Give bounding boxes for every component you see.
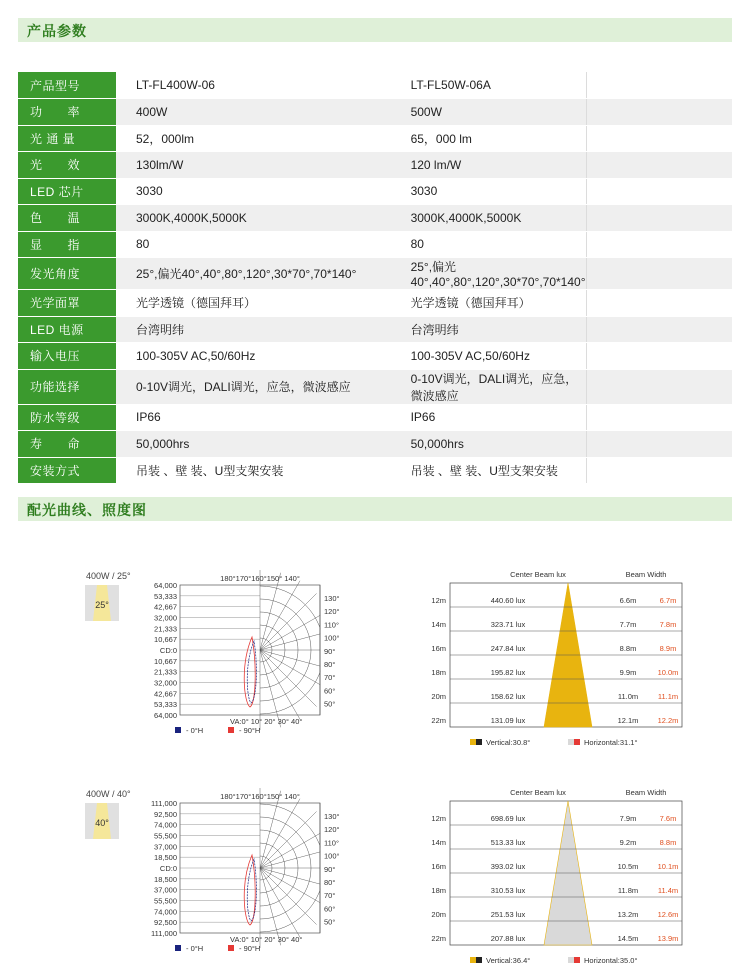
spec-row: [18, 404, 732, 431]
spec-value-model1: 400W: [116, 99, 401, 126]
legend-label-90h: - 90°H: [239, 944, 261, 953]
beam-width-horizontal: 12.2m: [657, 716, 679, 725]
legend-swatch-horizontal: [568, 739, 574, 745]
beam-width-horizontal: 8.9m: [659, 644, 677, 653]
spec-table: [18, 72, 732, 484]
legend-swatch-vertical: [470, 739, 476, 745]
spec-empty-cell: [586, 99, 732, 126]
legend-swatch-vertical-dark: [476, 739, 482, 745]
spec-empty-cell: [586, 72, 732, 99]
spec-value-model2: 3030: [401, 178, 586, 205]
beam-lux-value: 158.62 lux: [490, 692, 526, 701]
spec-label: 光 效: [18, 152, 116, 179]
spec-value-model2: 0-10V调光，DALI调光，应急，微波感应: [401, 369, 586, 404]
polar-right-angle-label: 120°: [324, 607, 340, 617]
polar-radial-line: [260, 868, 281, 945]
spec-value-model2: 65，000 lm: [401, 125, 586, 152]
polar-top-angle-labels: 180°170°160°150° 140°: [220, 792, 300, 801]
spec-empty-cell: [586, 125, 732, 152]
polar-y-tick-label: 111,000: [151, 799, 177, 808]
beam-distance-label: 14m: [431, 620, 446, 629]
polar-radial-line: [260, 868, 317, 925]
beam-lux-value: 323.71 lux: [490, 620, 526, 629]
polar-light-distribution-chart: [80, 565, 350, 745]
spec-label: LED 芯片: [18, 178, 116, 205]
spec-empty-cell: [586, 152, 732, 179]
polar-right-angle-label: 80°: [324, 660, 336, 669]
polar-radial-line: [260, 610, 329, 650]
spec-label: 寿 命: [18, 431, 116, 458]
spec-label: 功 率: [18, 99, 116, 126]
beam-width-vertical: 7.7m: [619, 620, 637, 629]
beam-width-vertical: 10.5m: [617, 862, 639, 871]
beam-distance-label: 12m: [431, 814, 446, 823]
spec-row: [18, 343, 732, 370]
polar-top-angle-labels: 180°170°160°150° 140°: [220, 574, 300, 583]
polar-radial-line: [260, 799, 300, 868]
polar-right-angle-label: 90°: [324, 646, 336, 656]
polar-y-tick-label: 42,667: [154, 689, 177, 699]
polar-y-tick-label: 53,333: [154, 591, 177, 601]
beam-width-vertical: 9.2m: [619, 838, 637, 847]
spec-label: 防水等级: [18, 404, 116, 431]
legend-label-vertical: Vertical:30.8°: [486, 738, 531, 745]
spec-value-model1: 吊装 、壁 装、U型支架安装: [116, 457, 401, 484]
beam-illuminance-chart: [420, 783, 690, 963]
section-header-curves: [18, 497, 732, 521]
polar-y-tick-label: CD:0: [159, 864, 177, 873]
spec-value-model1: 3030: [116, 178, 401, 205]
polar-y-tick-label: 74,000: [154, 820, 177, 830]
beam-width-vertical: 6.6m: [619, 596, 637, 605]
beam-width-vertical: 8.8m: [619, 644, 637, 653]
beam-width-horizontal: 13.9m: [657, 934, 679, 943]
polar-y-tick-label: 37,000: [154, 842, 177, 852]
spec-row: [18, 231, 732, 258]
beam-header-width: Beam Width: [625, 788, 667, 797]
polar-y-tick-label: 10,667: [154, 635, 177, 645]
legend-swatch-horizontal-red: [574, 957, 580, 963]
spec-label: 产品型号: [18, 72, 116, 99]
spec-row: [18, 72, 732, 99]
polar-right-angle-label: 60°: [324, 686, 336, 696]
beam-width-horizontal: 7.8m: [659, 620, 677, 629]
legend-swatch-0h: [175, 945, 181, 951]
beam-header-center-lux: Center Beam lux: [510, 570, 566, 579]
beam-width-vertical: 12.1m: [617, 716, 639, 725]
polar-right-angle-label: 100°: [324, 851, 340, 861]
legend-swatch-horizontal-red: [574, 739, 580, 745]
polar-radial-line: [260, 868, 300, 937]
spec-value-model1: IP66: [116, 404, 401, 431]
spec-label: 输入电压: [18, 343, 116, 370]
spec-value-model2: 120 lm/W: [401, 152, 586, 179]
beam-distance-label: 18m: [431, 886, 446, 895]
beam-illuminance-chart: [420, 565, 690, 745]
legend-label-horizontal: Horizontal:35.0°: [584, 956, 638, 963]
polar-caption: 400W / 40°: [86, 789, 131, 799]
beam-header-width: Beam Width: [625, 570, 667, 579]
legend-label-0h: - 0°H: [186, 944, 204, 953]
beam-distance-label: 20m: [431, 692, 446, 701]
polar-y-tick-label: 18,500: [154, 853, 177, 863]
polar-y-tick-label: 37,000: [154, 885, 177, 895]
polar-bottom-angle-labels: VA:0° 10° 20° 30° 40°: [230, 717, 303, 726]
polar-y-tick-label: 21,333: [154, 624, 177, 634]
section-title: 产品参数: [27, 23, 87, 39]
beam-width-horizontal: 10.1m: [657, 862, 679, 871]
beam-distance-label: 20m: [431, 910, 446, 919]
legend-label-90h: - 90°H: [239, 726, 261, 735]
beam-distance-label: 16m: [431, 644, 446, 653]
beam-width-vertical: 7.9m: [619, 814, 637, 823]
polar-right-angle-label: 70°: [324, 891, 336, 901]
legend-swatch-horizontal: [568, 957, 574, 963]
beam-lux-value: 513.33 lux: [490, 838, 526, 847]
polar-right-angle-label: 130°: [324, 594, 340, 603]
polar-curve-90h: [244, 637, 255, 707]
polar-right-angle-label: 60°: [324, 904, 336, 914]
polar-radial-line: [260, 593, 317, 650]
spec-value-model2: 100-305V AC,50/60Hz: [401, 343, 586, 370]
section-title: 配光曲线、照度图: [27, 502, 147, 518]
spec-empty-cell: [586, 457, 732, 484]
beam-width-horizontal: 7.6m: [659, 814, 677, 823]
polar-y-tick-label: 18,500: [154, 874, 177, 884]
polar-right-angle-label: 100°: [324, 633, 340, 643]
spec-value-model2: 80: [401, 231, 586, 258]
spec-value-model2: 50,000hrs: [401, 431, 586, 458]
polar-y-tick-label: 55,500: [154, 896, 177, 906]
spec-value-model1: 50,000hrs: [116, 431, 401, 458]
polar-right-angle-label: 110°: [324, 620, 339, 630]
polar-right-angle-label: 50°: [324, 699, 336, 709]
beam-lux-value: 195.82 lux: [490, 668, 526, 677]
spec-value-model1: 0-10V调光，DALI调光，应急，微波感应: [116, 369, 401, 404]
beam-distance-label: 22m: [431, 716, 446, 725]
polar-right-angle-label: 70°: [324, 673, 336, 683]
polar-radial-line: [260, 868, 329, 908]
spec-label: 安装方式: [18, 457, 116, 484]
legend-swatch-vertical-dark: [476, 957, 482, 963]
spec-row: [18, 258, 732, 290]
polar-y-tick-label: 92,500: [154, 809, 177, 819]
polar-right-angle-label: 90°: [324, 864, 336, 874]
polar-y-tick-label: 32,000: [154, 678, 177, 688]
spec-label: 光学面罩: [18, 290, 116, 317]
beam-distance-label: 12m: [431, 596, 446, 605]
spec-empty-cell: [586, 178, 732, 205]
polar-curve-90h: [244, 855, 255, 925]
spec-label: LED 电源: [18, 316, 116, 343]
spec-value-model2: 3000K,4000K,5000K: [401, 205, 586, 232]
polar-y-tick-label: 10,667: [154, 656, 177, 666]
beam-distance-label: 18m: [431, 668, 446, 677]
spec-value-model1: 台湾明纬: [116, 316, 401, 343]
spec-value-model1: 80: [116, 231, 401, 258]
beam-width-vertical: 11.0m: [617, 692, 639, 701]
polar-right-angle-label: 50°: [324, 917, 336, 927]
beam-width-vertical: 11.8m: [617, 886, 639, 895]
polar-y-tick-label: 21,333: [154, 667, 177, 677]
spec-row: [18, 457, 732, 484]
beam-lux-value: 393.02 lux: [490, 862, 526, 871]
polar-radial-line: [260, 791, 281, 868]
spec-value-model2: 台湾明纬: [401, 316, 586, 343]
legend-swatch-0h: [175, 727, 181, 733]
spec-label: 功能选择: [18, 369, 116, 404]
legend-swatch-90h: [228, 727, 234, 733]
beam-angle-badge-label: 25°: [95, 600, 109, 610]
beam-width-vertical: 13.2m: [617, 910, 639, 919]
beam-lux-value: 131.09 lux: [490, 716, 526, 725]
spec-empty-cell: [586, 290, 732, 317]
spec-value-model2: 光学透镜（德国拜耳）: [401, 290, 586, 317]
spec-row: [18, 316, 732, 343]
polar-radial-line: [260, 650, 281, 727]
beam-lux-value: 207.88 lux: [490, 934, 526, 943]
polar-right-angle-label: 80°: [324, 878, 336, 887]
legend-label-0h: - 0°H: [186, 726, 204, 735]
polar-radial-line: [260, 650, 300, 719]
beam-width-horizontal: 12.6m: [657, 910, 679, 919]
spec-row: [18, 431, 732, 458]
polar-y-tick-label: 55,500: [154, 831, 177, 841]
section-header-params: [18, 18, 732, 42]
spec-row: [18, 99, 732, 126]
beam-lux-value: 440.60 lux: [490, 596, 526, 605]
spec-value-model2: 吊装 、壁 装、U型支架安装: [401, 457, 586, 484]
legend-label-horizontal: Horizontal:31.1°: [584, 738, 638, 745]
spec-empty-cell: [586, 316, 732, 343]
beam-width-horizontal: 8.8m: [659, 838, 677, 847]
beam-lux-value: 251.53 lux: [490, 910, 526, 919]
polar-right-angle-label: 120°: [324, 825, 340, 835]
spec-value-model1: 130lm/W: [116, 152, 401, 179]
spec-value-model1: 52，000lm: [116, 125, 401, 152]
spec-value-model2: LT-FL50W-06A: [401, 72, 586, 99]
beam-width-horizontal: 11.4m: [657, 886, 679, 895]
beam-width-horizontal: 10.0m: [657, 668, 679, 677]
polar-y-tick-label: 42,667: [154, 602, 177, 612]
polar-right-angle-label: 110°: [324, 838, 339, 848]
beam-lux-value: 247.84 lux: [490, 644, 526, 653]
spec-value-model1: 25°,偏光40°,40°,80°,120°,30*70°,70*140°: [116, 258, 401, 290]
spec-empty-cell: [586, 343, 732, 370]
polar-radial-line: [260, 828, 329, 868]
beam-lux-value: 698.69 lux: [490, 814, 526, 823]
spec-empty-cell: [586, 404, 732, 431]
polar-y-tick-label: 53,333: [154, 700, 177, 710]
spec-row: [18, 205, 732, 232]
polar-light-distribution-chart: [80, 783, 350, 963]
polar-radial-line: [260, 573, 281, 650]
polar-y-tick-label: 32,000: [154, 613, 177, 623]
polar-radial-line: [260, 581, 300, 650]
beam-distance-label: 14m: [431, 838, 446, 847]
beam-width-vertical: 9.9m: [619, 668, 637, 677]
polar-radial-line: [260, 811, 317, 868]
beam-width-horizontal: 6.7m: [659, 596, 677, 605]
polar-bottom-angle-labels: VA:0° 10° 20° 30° 40°: [230, 935, 303, 944]
polar-right-angle-label: 130°: [324, 812, 340, 821]
polar-radial-line: [260, 650, 329, 690]
spec-empty-cell: [586, 369, 732, 404]
spec-row: [18, 178, 732, 205]
spec-value-model1: 100-305V AC,50/60Hz: [116, 343, 401, 370]
polar-y-tick-label: 64,000: [154, 711, 177, 720]
spec-row: [18, 152, 732, 179]
spec-value-model2: 500W: [401, 99, 586, 126]
spec-row: [18, 369, 732, 404]
spec-value-model1: 3000K,4000K,5000K: [116, 205, 401, 232]
beam-distance-label: 22m: [431, 934, 446, 943]
spec-label: 发光角度: [18, 258, 116, 290]
beam-angle-badge-label: 40°: [95, 818, 109, 828]
polar-y-tick-label: 64,000: [154, 581, 177, 590]
spec-row: [18, 290, 732, 317]
legend-swatch-vertical: [470, 957, 476, 963]
polar-y-tick-label: 92,500: [154, 918, 177, 928]
beam-header-center-lux: Center Beam lux: [510, 788, 566, 797]
spec-label: 色 温: [18, 205, 116, 232]
spec-empty-cell: [586, 258, 732, 290]
polar-caption: 400W / 25°: [86, 571, 131, 581]
spec-value-model2: IP66: [401, 404, 586, 431]
polar-y-tick-label: 74,000: [154, 907, 177, 917]
polar-y-tick-label: CD:0: [159, 646, 177, 655]
spec-value-model1: 光学透镜（德国拜耳）: [116, 290, 401, 317]
spec-value-model2: 25°,偏光40°,40°,80°,120°,30*70°,70*140°: [401, 258, 586, 290]
polar-y-tick-label: 111,000: [151, 929, 177, 938]
beam-distance-label: 16m: [431, 862, 446, 871]
spec-empty-cell: [586, 431, 732, 458]
legend-label-vertical: Vertical:36.4°: [486, 956, 531, 963]
beam-lux-value: 310.53 lux: [490, 886, 526, 895]
spec-value-model1: LT-FL400W-06: [116, 72, 401, 99]
spec-label: 显 指: [18, 231, 116, 258]
beam-width-vertical: 14.5m: [617, 934, 639, 943]
spec-empty-cell: [586, 205, 732, 232]
spec-row: [18, 125, 732, 152]
beam-width-horizontal: 11.1m: [657, 692, 679, 701]
legend-swatch-90h: [228, 945, 234, 951]
spec-empty-cell: [586, 231, 732, 258]
polar-radial-line: [260, 650, 317, 707]
spec-label: 光 通 量: [18, 125, 116, 152]
